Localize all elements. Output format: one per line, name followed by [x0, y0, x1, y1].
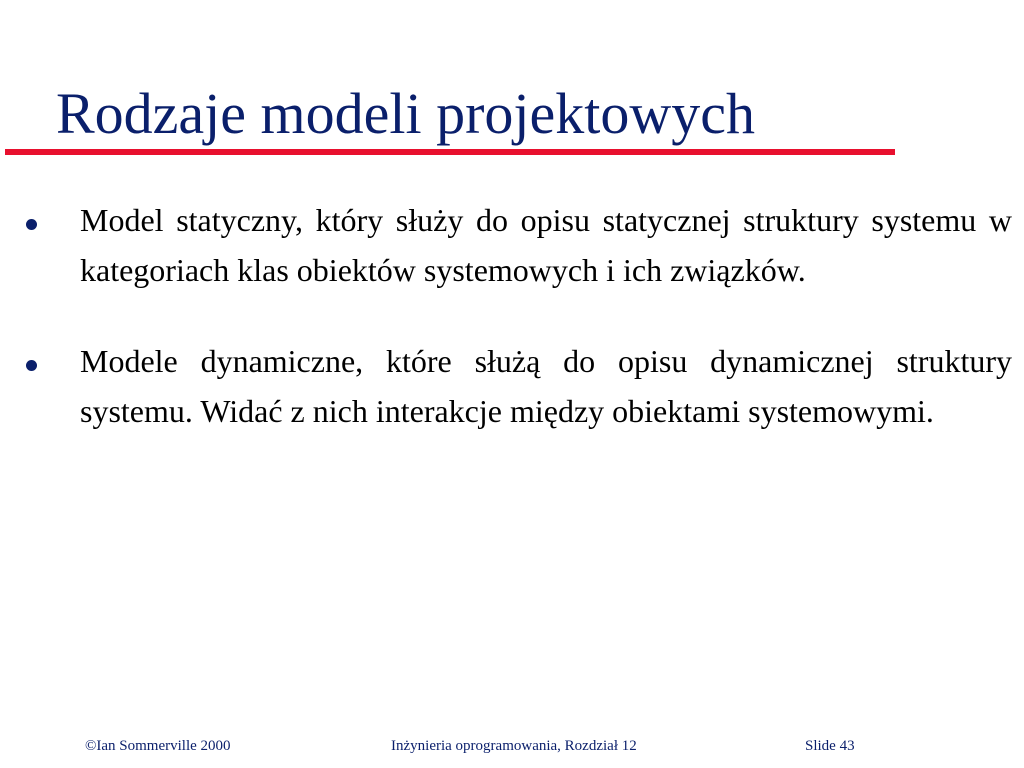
title-underline [5, 149, 895, 155]
bullet-item-static-model [0, 195, 1024, 295]
bullet-item-dynamic-models [0, 336, 1024, 436]
footer-copyright: ©Ian Sommerville 2000 [85, 738, 231, 754]
bullet-dot-icon [26, 360, 37, 371]
footer-course-title: Inżynieria oprogramowania, Rozdział 12 [391, 738, 637, 754]
bullet-text: Model statyczny, który służy do opisu statycznej struktury systemu w kategoriach klas obiektów systemowych i ich związków. [80, 202, 1012, 288]
footer-slide-number: Slide 43 [805, 738, 855, 754]
slide-title: Rodzaje modeli projektowych [56, 81, 756, 146]
bullet-list [0, 195, 1024, 477]
bullet-dot-icon [26, 219, 37, 230]
bullet-text: Modele dynamiczne, które służą do opisu dynamicznej struktury systemu. Widać z nich interakcje między obiektami systemowymi. [80, 343, 1012, 429]
